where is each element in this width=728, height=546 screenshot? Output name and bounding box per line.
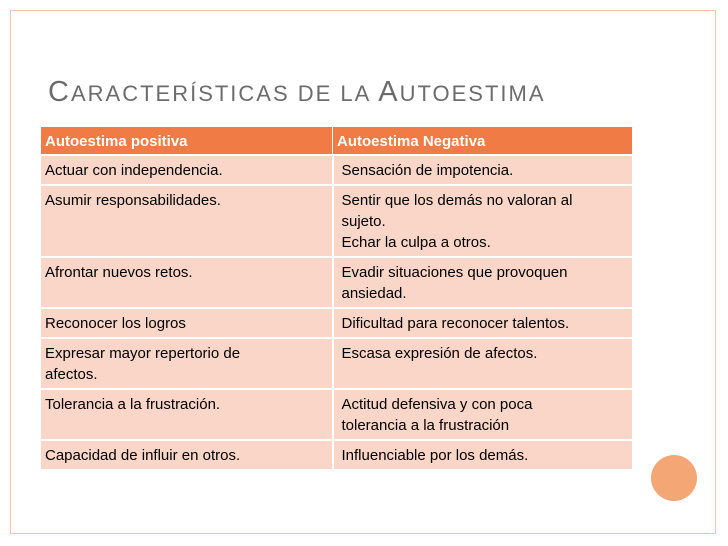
cell-positive bbox=[41, 389, 333, 440]
cell-negative bbox=[333, 440, 633, 470]
slide-title bbox=[48, 76, 546, 109]
cell-positive bbox=[41, 440, 333, 470]
title-part-1: ARACTERÍSTICAS DE LA bbox=[70, 81, 379, 106]
cell-text-line: Actuar con independencia. bbox=[45, 162, 223, 179]
cell-text-line: Echar la culpa a otros. bbox=[341, 234, 491, 251]
cell-text-line: Actitud defensiva y con poca bbox=[341, 396, 533, 413]
cell-text-line: sujeto. bbox=[341, 213, 386, 230]
cell-negative bbox=[333, 155, 633, 185]
title-initial-2: A bbox=[378, 76, 400, 108]
cell-negative bbox=[333, 338, 633, 389]
header-positive: Autoestima positiva bbox=[41, 127, 333, 156]
table-row bbox=[41, 155, 633, 185]
cell-text-line: Tolerancia a la frustración. bbox=[45, 396, 221, 413]
table-row bbox=[41, 257, 633, 308]
table-header-row bbox=[41, 127, 633, 156]
cell-positive bbox=[41, 338, 333, 389]
cell-text-line: Evadir situaciones que provoquen bbox=[341, 264, 568, 281]
title-part-2: UTOESTIMA bbox=[399, 81, 546, 106]
title-initial-1: C bbox=[48, 76, 71, 108]
cell-text-line: Escasa expresión de afectos. bbox=[341, 345, 538, 362]
cell-text-line: Expresar mayor repertorio de bbox=[45, 345, 241, 362]
cell-text-line: afectos. bbox=[45, 366, 98, 383]
cell-text-line: Reconocer los logros bbox=[45, 315, 186, 332]
cell-text-line: Sentir que los demás no valoran al bbox=[341, 192, 573, 209]
table-row bbox=[41, 389, 633, 440]
table-row bbox=[41, 308, 633, 338]
table-row bbox=[41, 440, 633, 470]
cell-positive bbox=[41, 308, 333, 338]
decorative-circle bbox=[651, 455, 697, 501]
cell-text-line: Afrontar nuevos retos. bbox=[45, 264, 193, 281]
cell-positive bbox=[41, 257, 333, 308]
table-row bbox=[41, 185, 633, 257]
cell-text-line: Capacidad de influir en otros. bbox=[45, 447, 241, 464]
table-row bbox=[41, 338, 633, 389]
cell-text-line: Asumir responsabilidades. bbox=[45, 192, 221, 209]
cell-positive bbox=[41, 185, 333, 257]
cell-negative bbox=[333, 308, 633, 338]
cell-negative bbox=[333, 389, 633, 440]
cell-text-line: Influenciable por los demás. bbox=[341, 447, 529, 464]
cell-text-line: Sensación de impotencia. bbox=[341, 162, 514, 179]
cell-negative bbox=[333, 257, 633, 308]
cell-text-line: tolerancia a la frustración bbox=[341, 417, 510, 434]
cell-positive bbox=[41, 155, 333, 185]
header-negative: Autoestima Negativa bbox=[333, 127, 633, 156]
cell-text-line: Dificultad para reconocer talentos. bbox=[341, 315, 570, 332]
comparison-table bbox=[40, 126, 634, 471]
cell-text-line: ansiedad. bbox=[341, 285, 407, 302]
table-body bbox=[41, 155, 633, 470]
cell-negative bbox=[333, 185, 633, 257]
